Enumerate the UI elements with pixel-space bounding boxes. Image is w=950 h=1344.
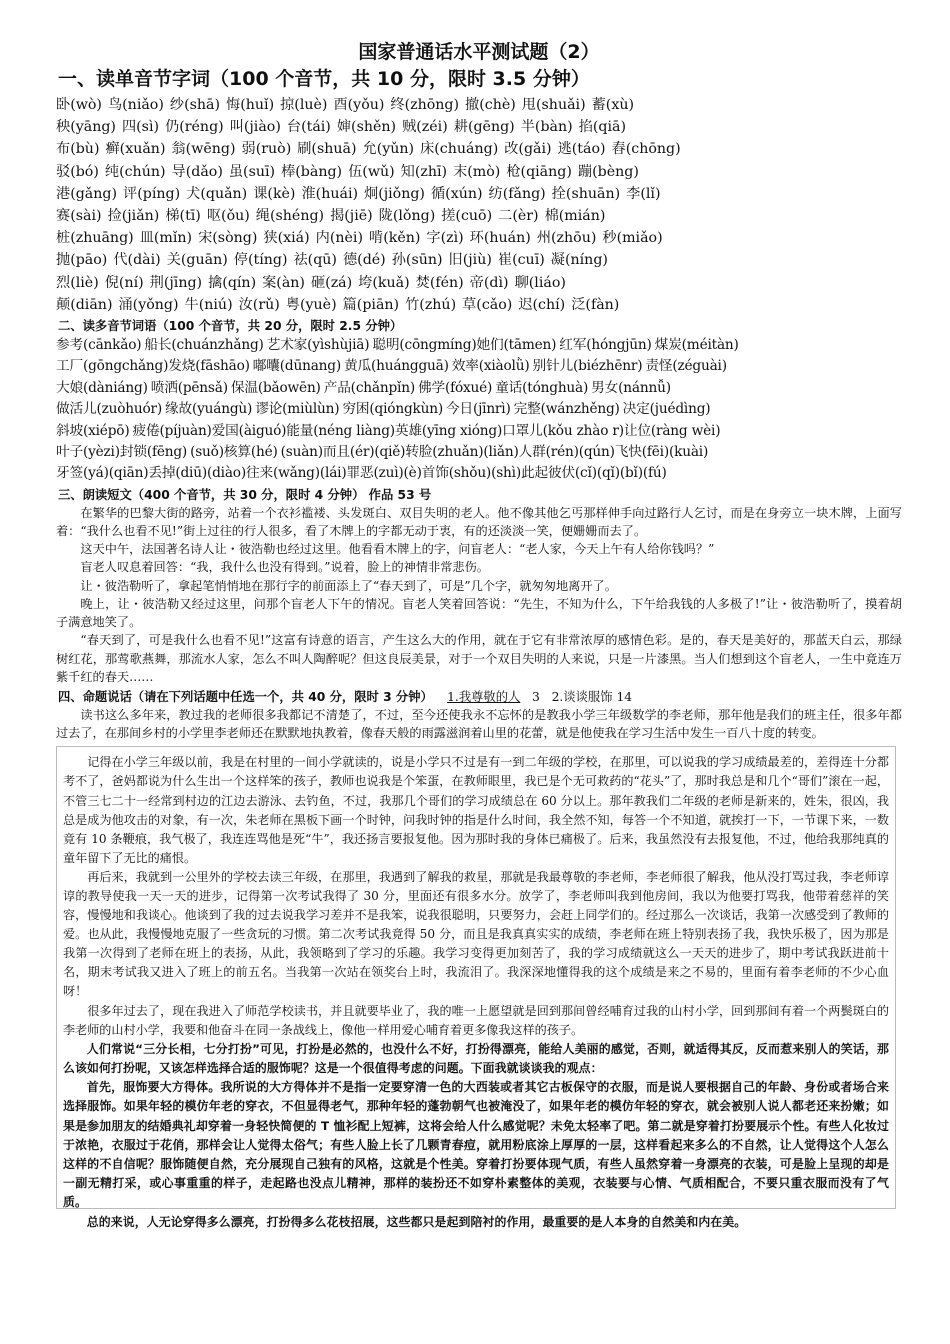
word-item: 循(xún) xyxy=(430,185,483,202)
section3-heading: 三、朗读短文（400 个音节，共 30 分，限时 4 分钟） 作品 53 号 xyxy=(58,487,432,502)
word-item: 迟(chí) xyxy=(518,296,566,313)
word-item: 竹(zhú) xyxy=(405,296,457,313)
word-item: 秧(yāng) xyxy=(56,119,116,136)
word-item: 皿(mǐn) xyxy=(139,230,193,247)
word-item: 州(zhōu) xyxy=(536,230,597,247)
passage-paragraph: 在繁华的巴黎大街的路旁，站着一个衣衫褴褛、头发斑白、双目失明的老人。他不像其他乞丐那样伸手向过路行人乞讨，而是在身旁立一块木牌，上面写着：“我什么也看不见!”街上过往的行人很多，看了木牌上的字都无动于衷，有的还淡淡一笑，便姗姗而去了。 xyxy=(56,505,902,539)
word-item: 今日(jīnrì) xyxy=(445,401,511,418)
word-item: 纺(fǎng) xyxy=(488,185,546,202)
word-row xyxy=(56,335,902,356)
word-item: 焚(fén) xyxy=(415,274,464,291)
word-item: 纯(chún) xyxy=(104,163,166,180)
word-item: 抛(pāo) xyxy=(56,252,108,269)
word-item: 酉(yǒu) xyxy=(333,97,385,113)
word-item: 疲倦(píjuàn)爱国(àiguó)能量(néng liàng)英雄(yīng xióng)口罩儿(kǒu zhào r)让位(ràng wèi) xyxy=(132,422,721,439)
word-row xyxy=(56,138,902,160)
word-item: 枪(qiāng) xyxy=(506,163,572,180)
section4-title: 四、命题说话（请在下列话题中任选一个，共 40 分，限时 3 分钟） xyxy=(58,689,433,704)
word-item: 倪(ní) xyxy=(104,274,144,291)
word-item: (suǒ)核算(hé) xyxy=(190,444,278,461)
word-item: 纱(shā) xyxy=(169,97,221,113)
word-item: 虽(suī) xyxy=(228,163,276,180)
word-item: 驳(bó) xyxy=(56,163,99,180)
word-item: 祛(qū) xyxy=(293,252,337,269)
word-row xyxy=(56,463,902,484)
reading-passage xyxy=(56,504,902,686)
word-item: 允(yǔn) xyxy=(362,141,415,158)
word-item: 改(gǎi) xyxy=(504,141,552,158)
word-item: 啃(kěn) xyxy=(369,230,421,247)
word-item: 崔(cuī) xyxy=(497,252,545,269)
essay-box xyxy=(56,746,896,1229)
word-item: 弱(ruò) xyxy=(241,141,292,158)
word-row xyxy=(56,294,902,316)
word-item: 陇(lǒng) xyxy=(378,208,436,225)
word-row xyxy=(56,272,902,294)
word-item: 揭(jiē) xyxy=(330,208,373,225)
word-item: 棉(mián) xyxy=(544,208,606,225)
word-item: 二(èr) xyxy=(498,208,539,225)
word-item: 汝(rǔ) xyxy=(238,296,280,313)
word-item: 垮(kuǎ) xyxy=(358,274,410,291)
word-item: 棒(bàng) xyxy=(281,163,343,180)
word-item: 粤(yuè) xyxy=(285,296,337,313)
word-row xyxy=(56,399,902,420)
essay-paragraph: 很多年过去了，现在我进入了师范学校读书，并且就要毕业了，我的唯一上愿望就是回到那间曾经哺育过我的山村小学，回到那间有着一个两鬓斑白的李老师的山村小学，我要和他奋斗在同一条战线上，像他一样用爱心哺育着更多像我这样的孩子。 xyxy=(63,1003,889,1037)
word-item: 完整(wánzhěng) xyxy=(513,401,620,418)
single-syllable-grid xyxy=(56,94,902,316)
word-item: 做活儿(zuòhuór) xyxy=(56,401,163,418)
word-item: 凝(níng) xyxy=(550,252,608,269)
section1-heading: 一、读单音节字词（100 个音节，共 10 分，限时 3.5 分钟） xyxy=(58,68,590,90)
word-item: 撤(chè) xyxy=(465,97,516,113)
multi-syllable-grid xyxy=(56,335,902,485)
word-row xyxy=(56,227,902,249)
word-item: 掐(qiā) xyxy=(578,119,626,136)
word-item: 斜坡(xiépō) xyxy=(56,422,130,439)
word-item: 擒(qín) xyxy=(208,274,257,291)
word-item: 翁(wēng) xyxy=(171,141,236,158)
word-row xyxy=(56,421,902,442)
word-item: 鸟(niǎo) xyxy=(107,97,164,113)
word-item: 大娘(dàniáng) xyxy=(56,379,148,396)
word-item: 工厂(gōngchǎng)发烧(fāshāo) xyxy=(56,358,250,375)
word-item: 评(píng) xyxy=(123,185,181,202)
word-item: 责怪(zéguài) xyxy=(645,358,727,375)
word-item: 黄瓜(huángguā) xyxy=(343,358,449,375)
word-item: 搓(cuō) xyxy=(441,208,493,225)
section2-heading: 二、读多音节词语（100 个音节，共 20 分，限时 2.5 分钟） xyxy=(58,319,403,334)
word-item: 聪明(cōngmíng)她们(tāmen) xyxy=(372,337,557,354)
word-item: 帝(dì) xyxy=(469,274,509,291)
topic-options xyxy=(447,690,632,704)
word-item: 喷洒(pēnsǎ) xyxy=(150,379,228,396)
word-item: 炯(jiǒng) xyxy=(364,185,425,202)
word-item: 产品(chǎnpǐn) xyxy=(323,379,415,396)
word-item: 刷(shuā) xyxy=(297,141,357,158)
word-item: 赛(sài) xyxy=(56,208,102,225)
word-item: 效率(xiàolǜ) xyxy=(451,358,530,375)
word-item: 掠(luè) xyxy=(280,97,328,113)
word-item: 捡(jiǎn) xyxy=(107,208,160,225)
word-item: 牙签(yá)(qiān)丢掉(diū)(diào)往来(wǎng)(lái)罪恶(zuì)(è)首饰(shǒu)(shì)此起彼伏(cǐ)(qǐ)(bǐ)(fú) xyxy=(56,465,667,482)
word-row xyxy=(56,161,902,183)
word-item: 伍(wǔ) xyxy=(348,163,395,180)
word-item: 逃(táo) xyxy=(557,141,606,158)
word-item: 佛学(fóxué) xyxy=(417,379,493,396)
word-item: 草(cǎo) xyxy=(462,296,513,313)
word-item: 知(zhī) xyxy=(400,163,448,180)
word-item: 涌(yǒng) xyxy=(118,296,179,313)
word-item: 关(guān) xyxy=(166,252,228,269)
word-item: 仍(réng) xyxy=(165,119,224,136)
word-item: 牛(niú) xyxy=(184,296,233,313)
word-item: 叫(jiào) xyxy=(229,119,281,136)
word-item: 宋(sòng) xyxy=(198,230,258,247)
word-row xyxy=(56,205,902,227)
fashion-essay xyxy=(63,1040,889,1232)
word-item: 参考(cānkǎo) xyxy=(56,337,142,354)
word-item: 男女(nánnǚ) xyxy=(591,379,671,396)
passage-paragraph: 晚上，让・彼浩勒又经过这里，问那个盲老人下午的情况。盲老人笑着回答说：“先生，不知为什么，下午给我钱的人多极了!”让・彼浩勒听了，摸着胡子满意地笑了。 xyxy=(56,596,902,630)
word-item: 桩(zhuāng) xyxy=(56,230,134,247)
essay-paragraph: 再后来，我就到一公里外的学校去读三年级，在那里，我遇到了解我的救星，那就是我最尊敬的李老师，李老师很了解我，他从没打骂过我，李老师谆谆的教导使我一天一天的进步，记得第一次考试我得了 30 分，里面还有很多水分。放学了，李老师叫我到他房间，我以为他要打骂我，他带着慈祥的笑容，慢慢地和我谈心。他谈到了我的过去说我学习差并不是我笨，说我很聪明，只要努力，会赶上同学们的。经过那么一次谈话，我第一次感受到了教师的爱。也从此，我慢慢地克服了一些贪玩的习惯。第二次考试我竟得 50 分，而且是我真真实实的成绩，李老师在班上特别表扬了我，我快乐极了，因为那是我第一次得到了老师在班上的表扬，从此，我领略到了学习的乐趣。我学习变得更加刻苦了，我的学习成绩就这么一天天的进步了，期中考试我跃进前十名，期末考试我又进入了班上的前五名。当我第一次站在领奖台上时，我流泪了。我深深地懂得我的这个成绩是来之不易的，里面有着李老师的不少心血呀！ xyxy=(63,869,889,999)
page-title: 国家普通话水平测试题（2） xyxy=(358,41,600,63)
passage-paragraph: 让・彼浩勒听了，拿起笔悄悄地在那行字的前面添上了“春天到了，可是”几个字，就匆匆地离开了。 xyxy=(80,578,617,593)
word-item: 缘故(yuángù) xyxy=(165,401,253,418)
word-item: 嘟囔(dūnang) xyxy=(252,358,341,375)
word-item: 悔(huǐ) xyxy=(226,97,275,113)
word-item: 红军(hóngjūn) xyxy=(559,337,652,354)
word-item: 穷困(qióngkùn) xyxy=(342,401,443,418)
word-row xyxy=(56,378,902,399)
word-item: 字(zì) xyxy=(426,230,464,247)
word-item: 砸(zá) xyxy=(310,274,353,291)
word-item: 末(mò) xyxy=(453,163,501,180)
word-item: 内(nèi) xyxy=(315,230,363,247)
word-row xyxy=(56,442,902,463)
word-item: 半(bàn) xyxy=(520,119,573,136)
essay-paragraph: 记得在小学三年级以前，我是在村里的一间小学就读的，说是小学只不过是有一到二年级的学校，在那里，可以说我的学习成绩最差的，差得连十分都考不了，爸妈都说为什么生出一个这样笨的孩子，教师也说我是个笨蛋，在教师眼里，我已是个无可救药的“花头”了，那时我总是和几个“哥们”滚在一起，不管三七二十一经常到村边的江边去游泳、去钓鱼，不过，我那几个哥们的学习成绩总在 60 分以上。那年教我们二年级的老师是新来的，姓朱，很凶，我总是成为他攻击的对象，有一次，朱老师在黑板下画一个时钟，问我时钟的指是什么时间，我全然不知，每答一个不知道，就挨打一下，一节课下来，一数竟有 10 条鞭痕，我气极了，我连连骂他是死“牛”，我还扬言要报复他。因为那时我的身体已痛极了。后来，我虽然没有去报复他，不过，他给我那纯真的童年留下了无比的痛恨。 xyxy=(63,755,889,865)
word-item: 导(dǎo) xyxy=(171,163,223,180)
word-item: 环(huán) xyxy=(469,230,531,247)
topic-1-number: 3 xyxy=(532,689,540,704)
word-item: 李(lǐ) xyxy=(626,185,661,202)
passage-paragraph: 这天中午，法国著名诗人让・彼浩勒也经过这里。他看看木牌上的字，问盲老人：“老人家，今天上午有人给你钱吗？” xyxy=(80,542,715,557)
word-item: 舂(chōng) xyxy=(611,141,681,158)
word-item: 船长(chuánzhǎng) xyxy=(144,337,264,354)
word-item: 泛(fàn) xyxy=(571,296,620,313)
word-item: 癣(xuǎn) xyxy=(105,141,166,158)
word-item: 布(bù) xyxy=(56,141,100,158)
word-item: 孙(sūn) xyxy=(391,252,443,269)
word-item: 煤炭(méitàn) xyxy=(654,337,739,354)
word-item: 案(àn) xyxy=(262,274,305,291)
word-item: 荆(jīng) xyxy=(149,274,203,291)
word-item: 课(kè) xyxy=(253,185,296,202)
word-item: 秒(miǎo) xyxy=(602,230,663,247)
word-item: 蓄(xù) xyxy=(591,97,635,113)
word-item: 婶(shěn) xyxy=(336,119,397,136)
word-item: 台(tái) xyxy=(286,119,331,136)
word-item: 别针儿(biézhēnr) xyxy=(532,358,643,375)
word-item: 四(sì) xyxy=(121,119,160,136)
word-item: 绳(shéng) xyxy=(255,208,325,225)
word-item: 淮(huái) xyxy=(301,185,359,202)
word-row xyxy=(56,183,902,205)
word-item: 停(tíng) xyxy=(233,252,288,269)
word-item: 烈(liè) xyxy=(56,274,99,291)
word-item: 保温(bǎowēn) xyxy=(230,379,321,396)
topic-2: 2.谈谈服饰 14 xyxy=(551,689,633,704)
word-item: 港(gǎng) xyxy=(56,185,118,202)
word-item: 贼(zéi) xyxy=(402,119,448,136)
essay-bold-paragraph: 首先，服饰要大方得体。我所说的大方得体并不是指一定要穿清一色的大西装或者其它古板保守的衣服，而是说人要根据自己的年龄、身份或者场合来选择服饰。如果年轻的模仿年老的穿衣，不但显得老气，那种年轻的蓬勃朝气也被淹没了，如果年老的模仿年轻的穿衣，就会被别人说人都老还来扮嫩；如果是参加朋友的结婚典礼却穿着一身轻快简便的 T 恤衫配上短裤，这将会给人什么感觉呢？未免太轻率了吧。第二就是穿着打扮要展示个性。有些人化妆过于浓艳，衣服过于花俏，那样会让人觉得太俗气；有些人脸上长了几颗青春痘，就用粉底涂上厚厚的一层，这样看起来多么的不自然，让人觉得这个人怎么这样的不自信呢？服饰随便自然，充分展现自己独有的风格，这就是个性美。穿着打扮要体现气质，有些人虽然穿着一身漂亮的衣装，可是脸上呈现的却是一副无精打采，或心事重重的样子，走起路也没点儿精神，那样的装扮还不如穿朴素整体的美观，衣装要与心情、气质相配合，不要只重衣服而没有了气质。 xyxy=(63,1080,889,1210)
word-item: 旧(jiù) xyxy=(448,252,492,269)
word-item: 拴(shuān) xyxy=(551,185,621,202)
essay-bold-paragraph: 总的来说，人无论穿得多么漂亮，打扮得多么花枝招展，这些都只是起到陪衬的作用，最重要的是人本身的自然美和内在美。 xyxy=(86,1214,747,1229)
passage-paragraph: 盲老人叹息着回答：“我，我什么也没有得到。”说着，脸上的神情非常悲伤。 xyxy=(80,560,489,575)
word-row xyxy=(56,356,902,377)
word-row xyxy=(56,94,902,116)
word-item: 艺术家(yìshùjiā) xyxy=(266,337,370,354)
word-item: 床(chuáng) xyxy=(420,141,499,158)
word-item: 叶子(yèzi)封锁(fēng) xyxy=(56,444,188,461)
word-row xyxy=(56,116,902,138)
word-item: 甩(shuǎi) xyxy=(521,97,586,113)
passage-paragraph: “春天到了，可是我什么也看不见!”这富有诗意的语言，产生这么大的作用，就在于它有非常浓厚的感情色彩。是的，春天是美好的，那蓝天白云，那绿树红花，那莺歌燕舞，那流水人家，怎么不叫人陶醉呢？但这良辰美景，对于一个双目失明的人来说，只是一片漆黑。当人们想到这个盲老人，一生中竟连万紫千红的春天…… xyxy=(56,633,902,684)
topic-intro: 读书这么多年来，教过我的老师很多我都记不清楚了，不过，至今还使我永不忘怀的是教我小学三年级数学的李老师，那年他是我们的班主任，很多年都过去了，在那间乡村的小学里李老师还在默默地执教着，像春天般的雨露滋润着山里的花蕾，就是他使我在学习生活中发生一百八十度的转变。 xyxy=(56,707,902,741)
word-item: (suàn)而且(ér)(qiě)转脸(zhuǎn)(liǎn)人群(rén)(qún)飞快(fēi)(kuài) xyxy=(280,444,709,461)
word-row xyxy=(56,249,902,271)
test-page xyxy=(56,40,902,1229)
essay-bold-paragraph: 人们常说“三分长相，七分打扮”可见，打扮是必然的，也没什么不好，打扮得漂亮，能给人美丽的感觉，否则，就适得其反，反而惹来别人的笑话，那么该如何打扮呢，又该怎样选择合适的服饰呢？这是一个很值得考虑的问题。下面我就谈谈我的观点： xyxy=(63,1041,889,1075)
word-item: 篇(piān) xyxy=(342,296,400,313)
word-item: 童话(tónghuà) xyxy=(495,379,589,396)
word-item: 卧(wò) xyxy=(56,97,102,113)
topic-1: 1.我尊敬的人 xyxy=(447,689,521,704)
word-item: 呕(ǒu) xyxy=(206,208,250,225)
word-item: 谬论(miùlùn) xyxy=(255,401,340,418)
word-item: 代(dài) xyxy=(113,252,161,269)
word-item: 决定(juédìng) xyxy=(622,401,711,418)
section4-heading xyxy=(58,688,902,706)
word-item: 狭(xiá) xyxy=(263,230,310,247)
word-item: 犬(quǎn) xyxy=(186,185,248,202)
word-item: 梯(tī) xyxy=(165,208,201,225)
word-item: 颠(diān) xyxy=(56,296,113,313)
word-item: 蹦(bèng) xyxy=(577,163,639,180)
essay-body xyxy=(63,753,889,1039)
word-item: 终(zhōng) xyxy=(390,97,460,113)
word-item: 德(dé) xyxy=(342,252,386,269)
word-item: 聊(liáo) xyxy=(514,274,566,291)
word-item: 耕(gēng) xyxy=(453,119,515,136)
